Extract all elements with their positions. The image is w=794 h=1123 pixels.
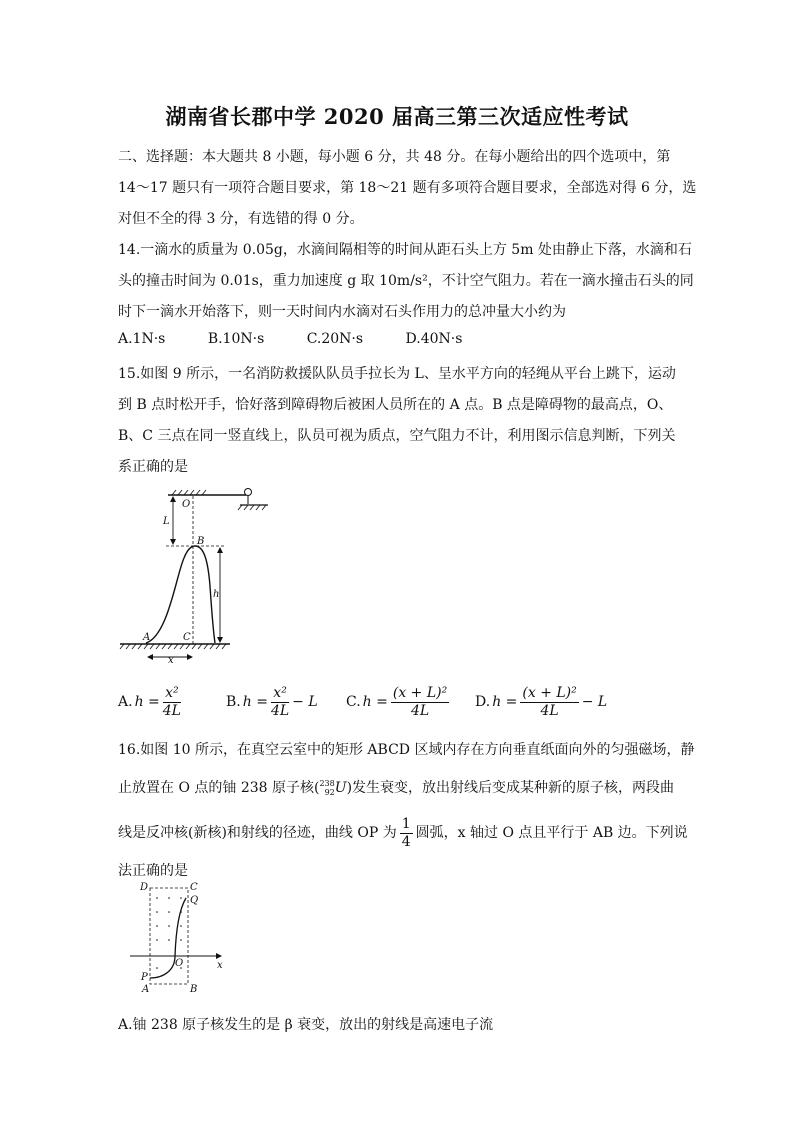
label-h: h	[213, 589, 220, 600]
option-lhs: h =	[242, 694, 268, 710]
q14-line: 14.一滴水的质量为 0.05g，水滴间隔相等的时间从距石头上方 5m 处由静止下落，水滴和石	[118, 242, 692, 258]
figure-10-diagram	[120, 878, 230, 994]
q14-option-d: D.40N·s	[405, 331, 463, 347]
label-o: O	[175, 958, 184, 969]
label-a: A	[142, 984, 150, 994]
denominator: 4L	[270, 702, 290, 719]
ceiling-hatch	[172, 490, 206, 495]
atomic-number: 92	[324, 788, 335, 797]
ledge-hatch	[238, 505, 266, 510]
q15-line: 到 B 点时松开手，恰好落到障碍物后被困人员所在的 A 点。B 点是障碍物的最高点，O、	[118, 397, 673, 413]
label-a: A	[143, 632, 151, 643]
q15-option-a	[118, 682, 184, 722]
numerator: x²	[165, 684, 179, 701]
label-q: Q	[190, 895, 199, 906]
intro-line: 对但不全的得 3 分，有选错的得 0 分。	[118, 211, 364, 227]
region-abcd	[150, 888, 188, 984]
denominator: 4L	[540, 702, 559, 719]
q16-text: 圆弧，x 轴过 O 点且平行于 AB 边。下列说	[415, 824, 688, 841]
fraction	[163, 685, 181, 720]
q15-line: B、C 三点在同一竖直线上，队员可视为质点，空气阻力不计，利用图示信息判断，下列关	[118, 428, 676, 444]
numerator: 1	[401, 815, 411, 832]
question-16	[118, 735, 698, 887]
label-o: O	[182, 499, 191, 510]
q15-line: 系正确的是	[118, 459, 188, 475]
label-c: C	[183, 632, 191, 643]
question-14	[118, 235, 694, 328]
mass-number: 238	[319, 779, 335, 788]
q16-option-a: A.铀 238 原子核发生的是 β 衰变，放出的射线是高速电子流	[118, 1017, 494, 1033]
pivot-circle	[245, 489, 252, 496]
q16-text: )发生衰变，放出射线后变成某种新的原子核，两段曲	[346, 780, 675, 796]
option-tail: − L	[581, 694, 608, 710]
numerator: x²	[273, 684, 287, 701]
q15-option-c	[346, 682, 452, 722]
q15-options	[118, 682, 698, 724]
q15-line: 15.如图 9 所示，一名消防救援队队员手拉长为 L、呈水平方向的轻绳从平台上跳下，运动	[118, 366, 676, 382]
q16-line	[118, 766, 698, 810]
option-lhs: h =	[362, 694, 388, 710]
label-p: P	[141, 972, 148, 983]
intro-line: 14～17 题只有一项符合题目要求，第 18～21 题有多项符合题目要求，全部选对得 6 分，选	[118, 180, 697, 196]
q15-option-b	[226, 682, 318, 722]
q14-option-a: A.1N·s	[118, 331, 166, 347]
denominator: 4	[401, 833, 411, 850]
q16-line: 法正确的是	[118, 863, 188, 879]
question-15	[118, 359, 678, 483]
q14-options	[118, 328, 500, 350]
track-oq	[175, 898, 186, 956]
label-c: C	[190, 882, 198, 893]
page-title: 湖南省长郡中学 2020 届高三第三次适应性考试	[165, 104, 629, 129]
label-x: x	[168, 655, 174, 666]
fraction	[520, 685, 578, 720]
ground-hatch	[120, 644, 226, 649]
nuclide-numbers	[319, 779, 334, 797]
obstacle-curve	[146, 546, 215, 643]
label-d: D	[140, 882, 149, 893]
label-x: x	[217, 960, 223, 971]
q16-line: 16.如图 10 所示，在真空云室中的矩形 ABCD 区域内存在方向垂直纸面向外的匀强磁场，静	[118, 742, 695, 758]
numerator: (x + L)²	[522, 684, 577, 701]
q14-option-b: B.10N·s	[207, 331, 265, 347]
option-tail: − L	[292, 694, 318, 710]
denominator: 4L	[410, 702, 430, 719]
option-lhs: h =	[134, 694, 160, 710]
q16-text: 止放置在 O 点的铀 238 原子核(	[118, 780, 320, 796]
section-intro	[118, 142, 697, 235]
q16-line	[118, 810, 698, 856]
denominator: 4L	[162, 702, 181, 719]
q16-text: 线是反冲核(新核)和射线的径迹，曲线 OP 为	[118, 824, 397, 841]
track-op	[150, 956, 175, 978]
option-lhs: h =	[492, 694, 518, 710]
option-prefix: B.	[226, 694, 241, 710]
fraction	[391, 685, 449, 720]
figure-9-diagram	[118, 486, 268, 666]
label-l: L	[163, 516, 170, 527]
label-b: B	[190, 984, 198, 994]
option-prefix: D.	[475, 694, 491, 710]
label-b: B	[197, 536, 205, 547]
x-axis-arrowhead	[216, 953, 222, 959]
fraction	[271, 685, 289, 720]
q15-option-d	[475, 682, 607, 722]
q14-line: 头的撞击时间为 0.01s，重力加速度 g 取 10m/s²，不计空气阻力。若在一滴水撞击石头的同	[118, 273, 694, 289]
q14-line: 时下一滴水开始落下，则一天时间内水滴对石头作用力的总冲量大小约为	[118, 304, 566, 320]
nuclide-symbol: U	[334, 780, 347, 796]
option-prefix: C.	[346, 694, 361, 710]
intro-line: 二、选择题：本大题共 8 小题，每小题 6 分，共 48 分。在每小题给出的四个选项中，第	[118, 149, 671, 165]
quarter-fraction	[400, 816, 413, 851]
q14-option-c: C.20N·s	[306, 331, 364, 347]
numerator: (x + L)²	[392, 684, 448, 701]
option-prefix: A.	[118, 694, 133, 710]
